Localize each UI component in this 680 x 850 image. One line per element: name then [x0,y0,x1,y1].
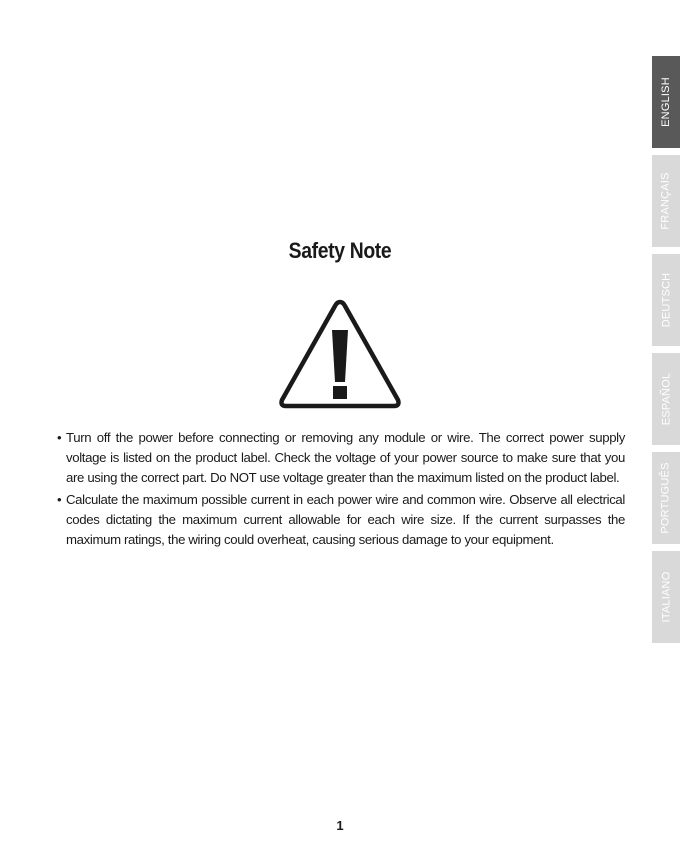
tab-label: PORTUGUÊS [660,462,672,534]
tab-label: FRANÇAIS [660,172,672,230]
safety-bullet-list [57,428,625,553]
page-title: Safety Note [288,238,392,263]
bullet-dot: • [57,492,62,508]
tab-italiano[interactable] [652,551,680,643]
tab-label: ESPAÑOL [660,372,672,426]
bullet-item [57,428,625,487]
warning-icon [276,296,404,412]
bullet-text: Turn off the power before connecting or removing any module or wire. The correct power supply voltage is listed on the product label. Check the voltage of your power source to make sure that you are using the correct part. Do NOT use voltage greater than the maximum listed on the product label. [66,430,625,485]
bullet-text: Calculate the maximum possible current in each power wire and common wire. Observe all electrical codes dictating the maximum current allowable for each wire size. If the current surpasses the maximum ratings, the wiring could overheat, causing serious damage to your equipment. [66,492,625,547]
bullet-item [57,490,625,549]
tab-deutsch[interactable] [652,254,680,346]
tab-francais[interactable] [652,155,680,247]
tab-label: DEUTSCH [660,272,673,328]
tab-espanol[interactable] [652,353,680,445]
bullet-dot: • [57,430,62,445]
tab-label: ITALIANO [660,571,673,623]
page-number: 1 [336,818,344,833]
tab-portugues[interactable] [652,452,680,544]
tab-label: ENGLISH [660,77,673,127]
exclamation-dot [333,386,347,399]
tab-english[interactable] [652,56,680,148]
